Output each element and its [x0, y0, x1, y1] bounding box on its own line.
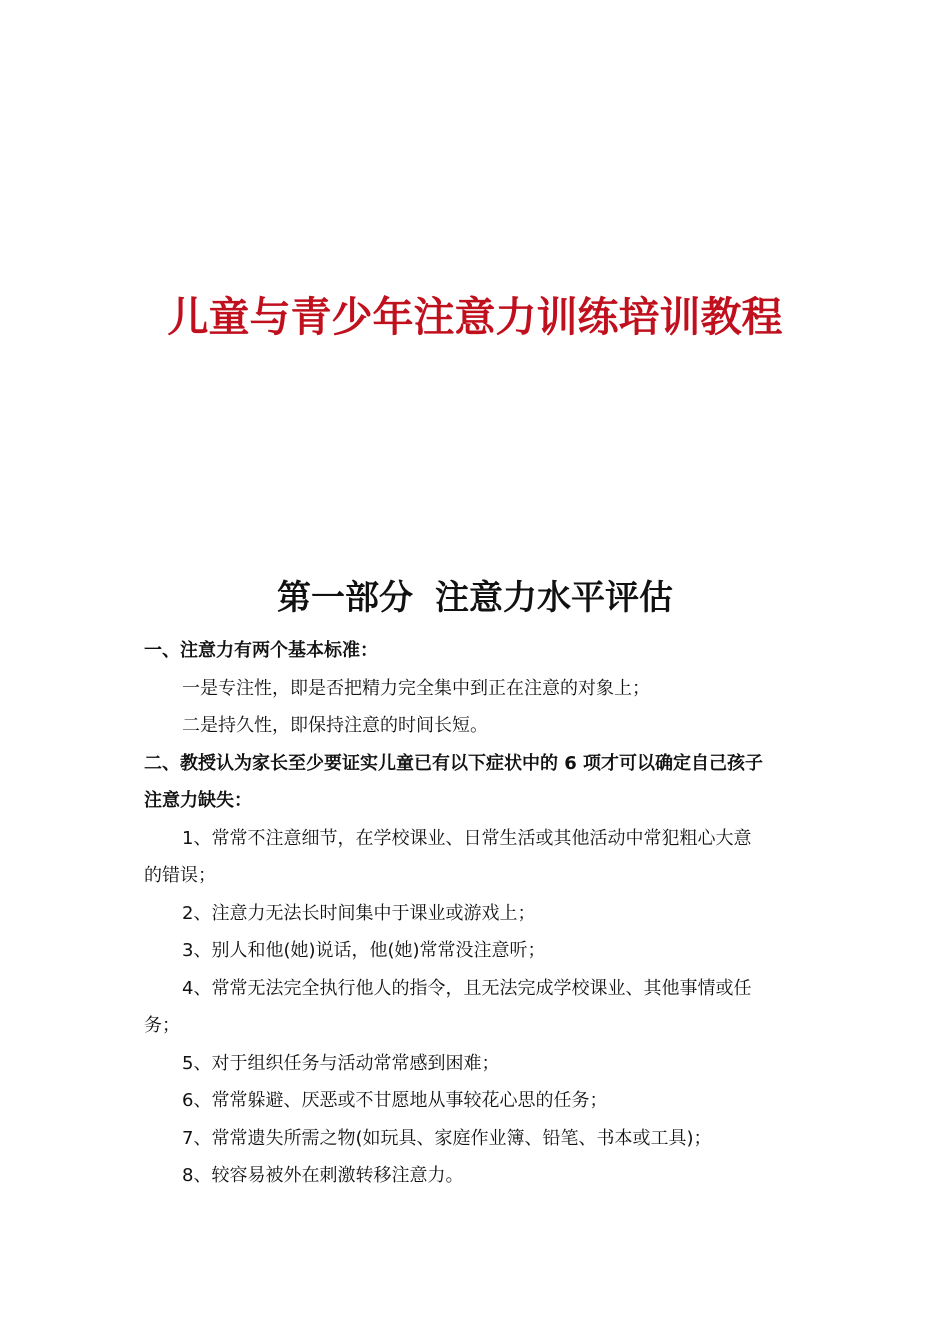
list-item-1-continuation: 的错误；	[144, 865, 216, 886]
list-item-8: 8、较容易被外在刺激转移注意力。	[182, 1165, 464, 1186]
part-label: 第一部分	[277, 578, 413, 618]
section1-item: 二是持久性，即保持注意的时间长短。	[182, 715, 488, 736]
list-item-4-continuation: 务；	[144, 1015, 180, 1036]
section1-heading: 一、注意力有两个基本标准：	[144, 640, 378, 661]
list-item-2: 2、注意力无法长时间集中于课业或游戏上；	[182, 902, 536, 924]
list-item-6: 6、常常躲避、厌恶或不甘愿地从事较花心思的任务；	[182, 1090, 608, 1111]
list-item-3: 3、别人和他(她)说话，他(她)常常没注意听；	[182, 940, 546, 961]
part-heading	[0, 570, 950, 619]
list-item-5: 5、对于组织任务与活动常常感到困难；	[182, 1052, 500, 1074]
section2-heading-line2: 注意力缺失：	[144, 790, 252, 811]
document-body	[144, 632, 804, 1195]
section1-item: 一是专注性，即是否把精力完全集中到正在注意的对象上；	[182, 677, 650, 699]
list-item-7: 7、常常遗失所需之物(如玩具、家庭作业簿、铅笔、书本或工具)；	[182, 1127, 712, 1149]
list-item-4: 4、常常无法完全执行他人的指令，且无法完成学校课业、其他事情或任	[182, 977, 752, 999]
list-item-1: 1、常常不注意细节，在学校课业、日常生活或其他活动中常犯粗心大意	[182, 827, 752, 849]
section2-heading-line1: 二、教授认为家长至少要证实儿童已有以下症状中的 6 项才可以确定自己孩子	[144, 752, 764, 774]
part-heading-text: 注意力水平评估	[435, 578, 673, 618]
document-title: 儿童与青少年注意力训练培训教程	[167, 293, 783, 341]
